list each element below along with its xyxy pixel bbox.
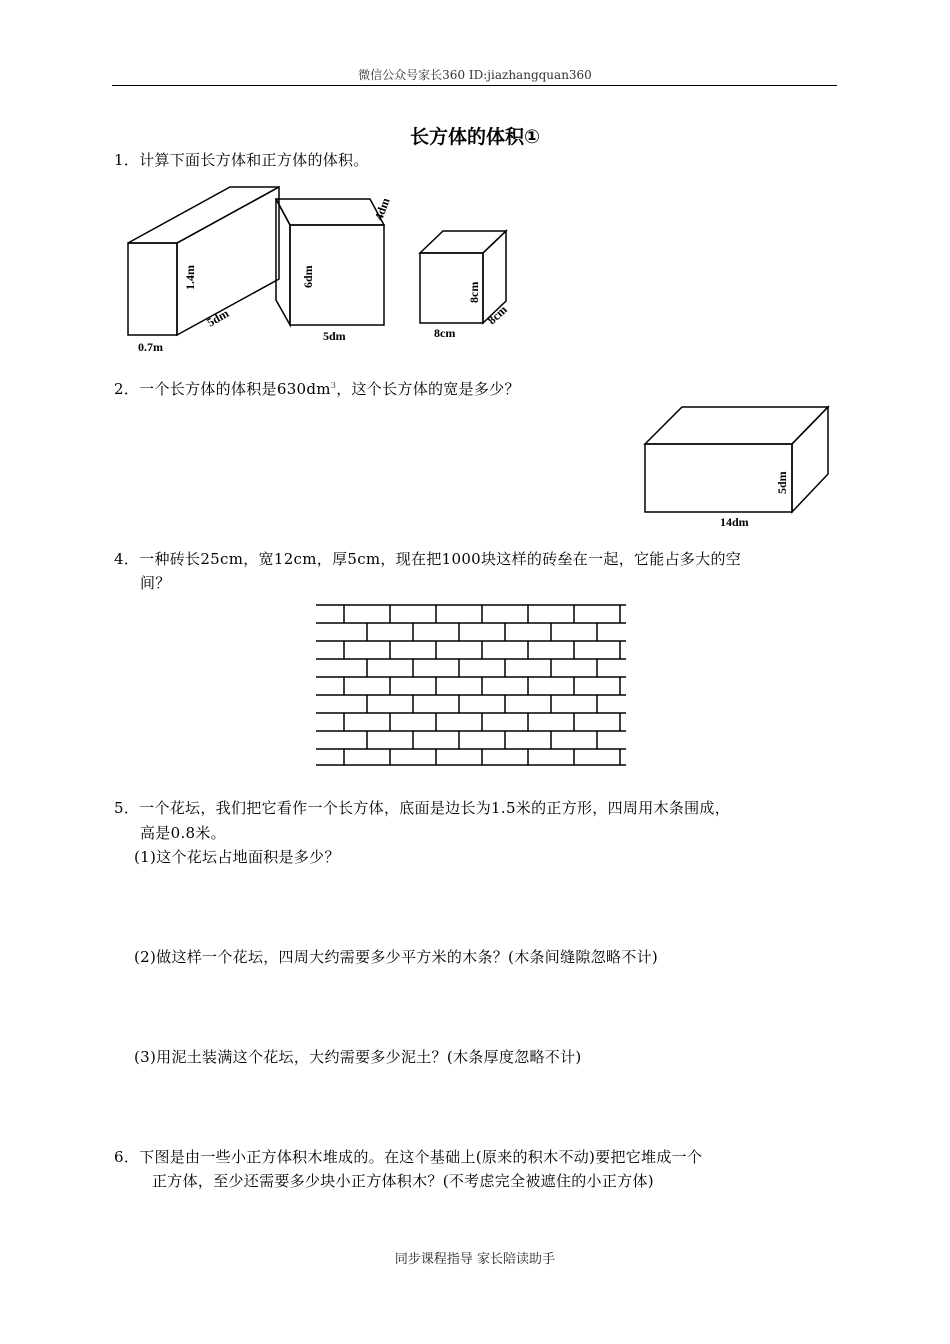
question-1-text: 1．计算下面长方体和正方体的体积。: [114, 151, 369, 169]
cuboid-2: [276, 199, 384, 325]
page-header: 微信公众号家长360 ID:jiazhangquan360: [358, 68, 592, 82]
question-5-line-2: 高是0.8米。: [140, 824, 226, 842]
question-5-line-1: 5．一个花坛，我们把它看作一个长方体，底面是边长为1.5米的正方形，四周用木条围成，: [114, 799, 731, 817]
cuboid-2-depth-label: 4dm: [371, 195, 393, 223]
brick-wall-figure: [314, 600, 628, 768]
cuboid-1-width-label: 0.7m: [138, 340, 163, 354]
question-4-line-1: 4．一种砖长25cm，宽12cm，厚5cm，现在把1000块这样的砖垒在一起，它能占多大的空: [114, 550, 742, 568]
worksheet-title: 长方体的体积①: [409, 126, 541, 148]
question-5-sub-3: (3)用泥土装满这个花坛，大约需要多少泥土？(木条厚度忽略不计): [134, 1048, 582, 1066]
question-4-line-2: 间？: [140, 574, 171, 592]
question-2-figure: [640, 402, 830, 532]
cuboid-q2: [645, 407, 828, 512]
cube-3-length-label: 8cm: [434, 326, 456, 340]
cuboid-1-height-label: 1.4m: [183, 265, 197, 290]
question-5-sub-2: (2)做这样一个花坛，四周大约需要多少平方米的木条？(木条间缝隙忽略不计): [134, 948, 659, 966]
cuboid-2-height-label: 6dm: [301, 265, 315, 288]
header-rule: [112, 85, 837, 86]
cuboid-q2-height-label: 5dm: [775, 471, 789, 494]
question-6-line-2: 正方体，至少还需要多少块小正方体积木？(不考虑完全被遮住的小正方体): [152, 1172, 654, 1190]
cuboid-2-length-label: 5dm: [323, 329, 346, 343]
question-2-text: 2．一个长方体的体积是$630dm^3$，这个长方体的宽是多少？: [114, 380, 520, 398]
cuboid-1: [128, 187, 279, 335]
cube-3-depth-label: 8cm: [484, 302, 510, 328]
question-6-line-1: 6．下图是由一些小正方体积木堆成的。在这个基础上(原来的积木不动)要把它堆成一个: [114, 1148, 703, 1166]
cube-3-height-label: 8cm: [467, 281, 481, 303]
question-1-figures: [118, 185, 548, 357]
cuboid-q2-length-label: 14dm: [720, 515, 749, 529]
page-footer: 同步课程指导 家长陪读助手: [394, 1252, 556, 1267]
cuboid-1-length-label: 5dm: [204, 306, 232, 330]
question-5-sub-1: (1)这个花坛占地面积是多少？: [134, 848, 340, 866]
